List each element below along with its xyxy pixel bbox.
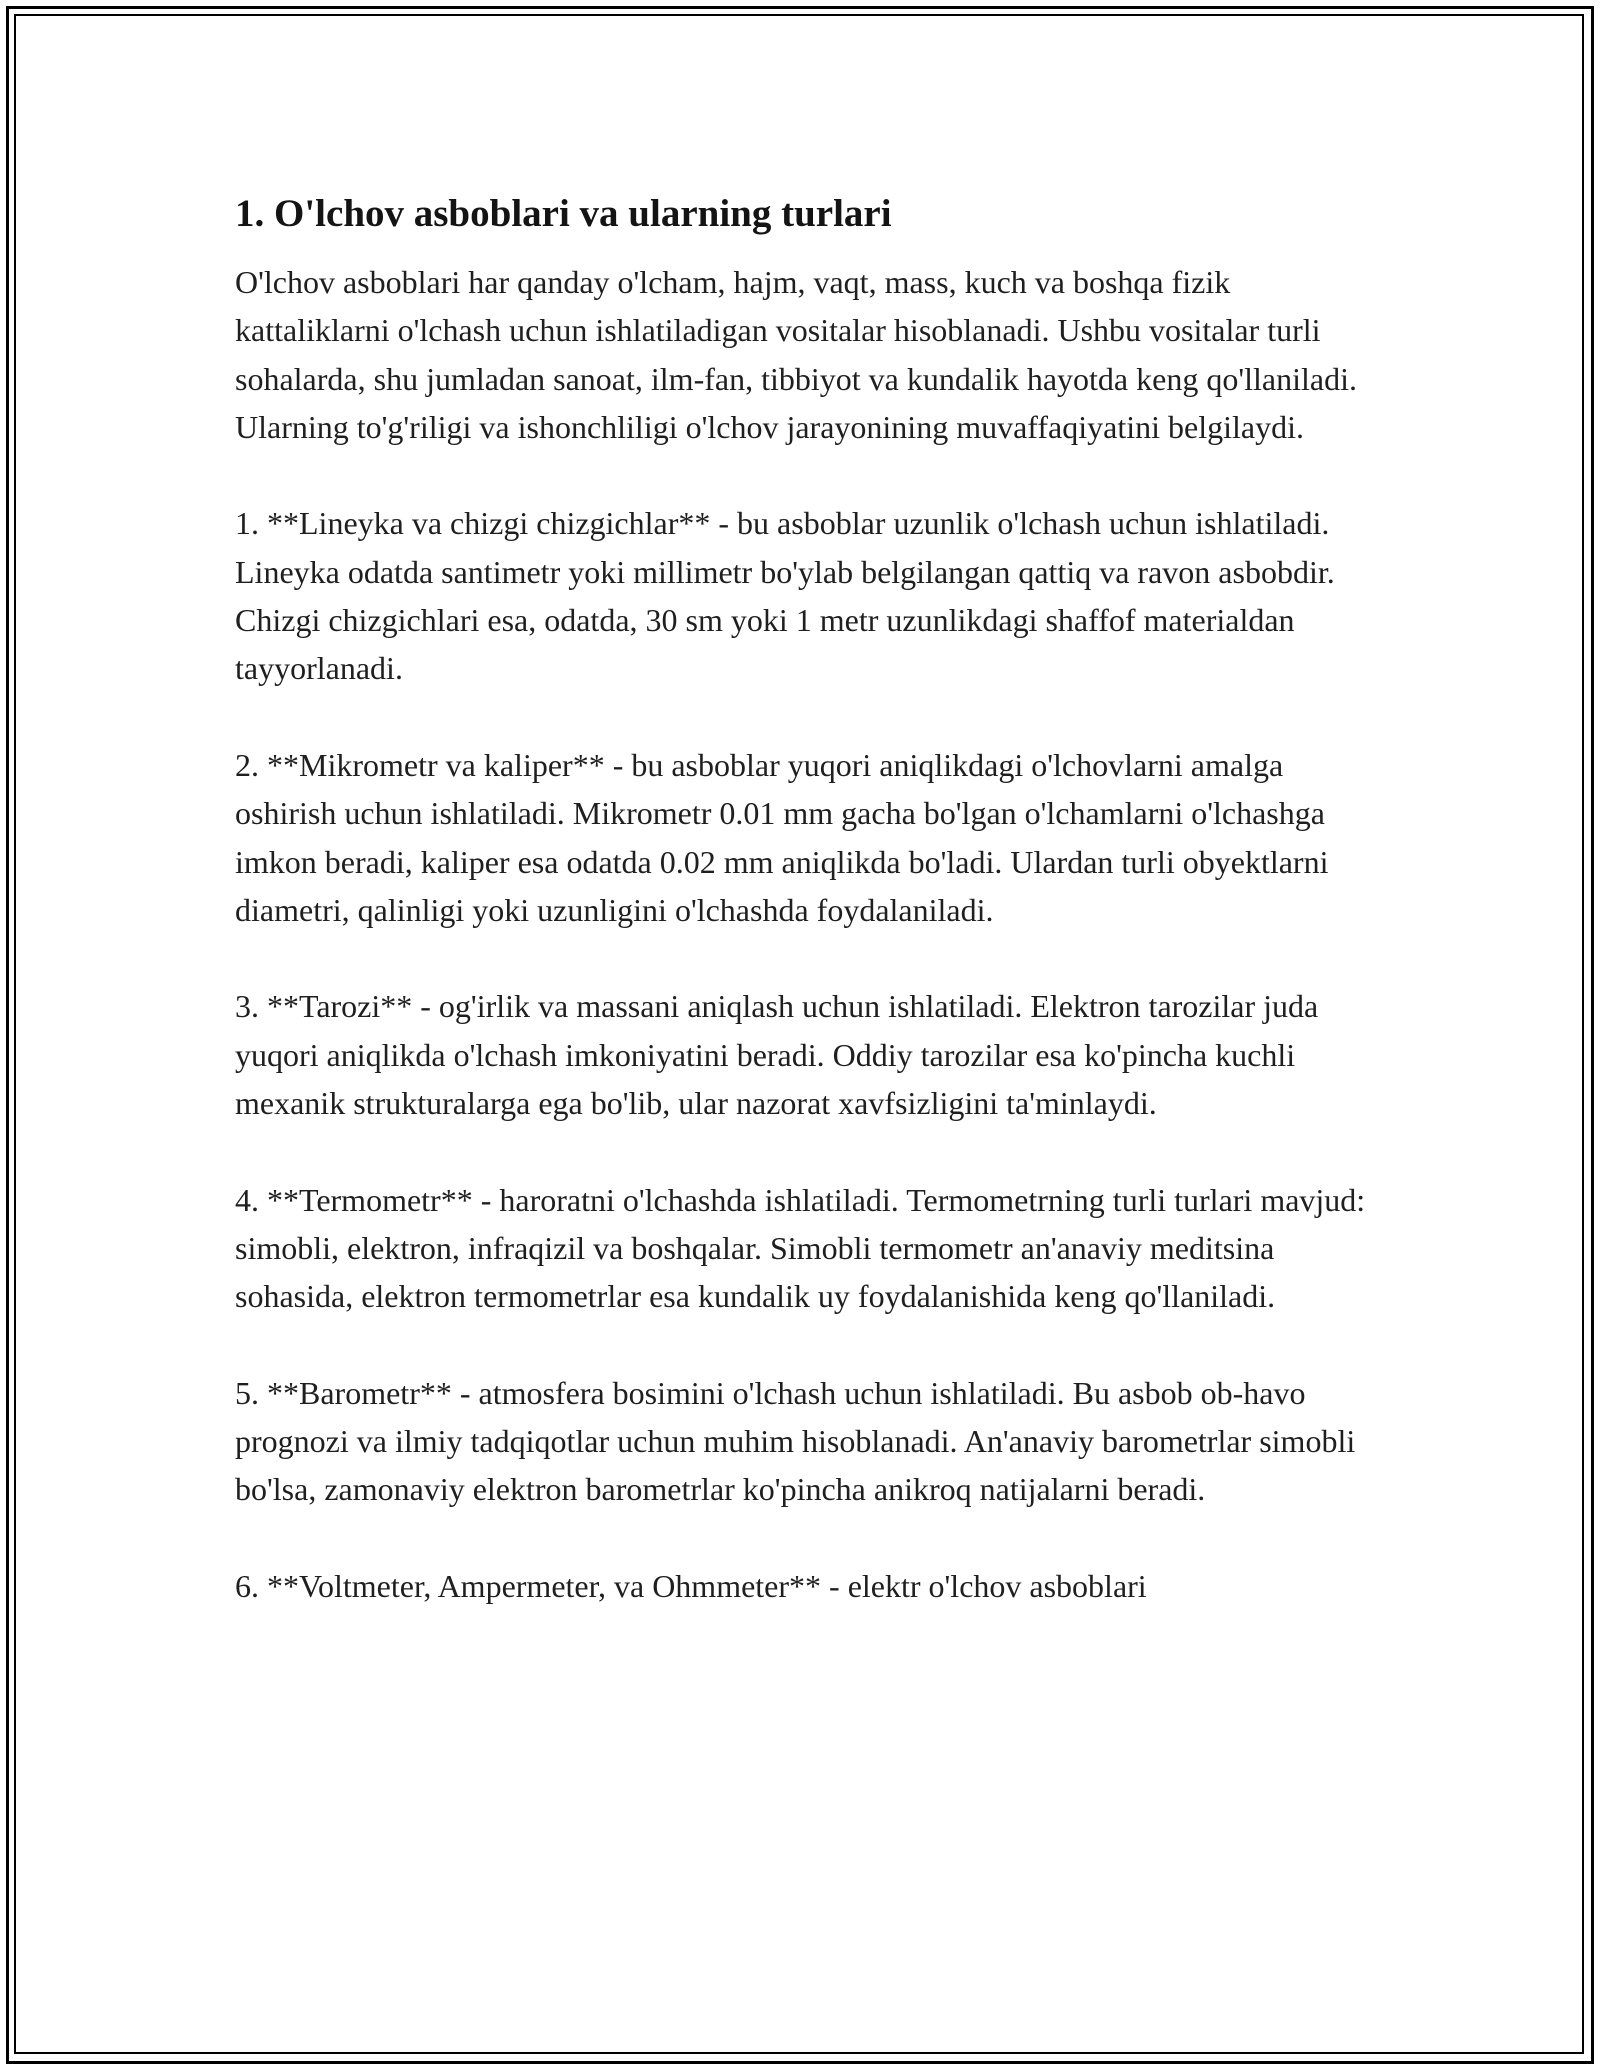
list-item-tarozi: 3. **Tarozi** - og'irlik va massani aniqlash uchun ishlatiladi. Elektron tarozilar juda yuqori aniqlikda o'lchash imkoniyatini beradi. Oddiy tarozilar esa ko'pincha kuchli mexanik strukturalarga ega bo'lib, ular nazorat xavfsizligini ta'minlaydi. — [235, 988, 1319, 1122]
list-item-lineyka: 1. **Lineyka va chizgi chizgichlar** - bu asboblar uzunlik o'lchash uchun ishlatiladi. Lineyka odatda santimetr yoki millimetr bo'ylab belgilangan qattiq va ravon asbobdir. Chizgi chizgichlari esa, odatda, 30 sm yoki 1 metr uzunlikdagi shaffof materialdan tayyorlanadi. — [235, 505, 1335, 687]
document-body — [235, 188, 1375, 1610]
list-item-barometr: 5. **Barometr** - atmosfera bosimini o'lchash uchun ishlatiladi. Bu asbob ob-havo prognozi va ilmiy tadqiqotlar uchun muhim hisoblanadi. An'anaviy barometrlar simobli bo'lsa, zamonaviy elektron barometrlar ko'pincha anikroq natijalarni beradi. — [235, 1374, 1356, 1508]
intro-paragraph: O'lchov asboblari har qanday o'lcham, hajm, vaqt, mass, kuch va boshqa fizik kattaliklarni o'lchash uchun ishlatiladigan vositalar hisoblanadi. Ushbu vositalar turli sohalarda, shu jumladan sanoat, ilm-fan, tibbiyot va kundalik hayotda keng qo'llaniladi. Ularning to'g'riligi va ishonchliligi o'lchov jarayonining muvaffaqiyatini belgilaydi. — [235, 264, 1357, 445]
list-item-termometr: 4. **Termometr** - haroratni o'lchashda ishlatiladi. Termometrning turli turlari mavjud: simobli, elektron, infraqizil va boshqalar. Simobli termometr an'anaviy meditsina sohasida, elektron termometrlar esa kundalik uy foydalanishida keng qo'llaniladi. — [235, 1181, 1366, 1315]
list-item-mikrometr: 2. **Mikrometr va kaliper** - bu asboblar yuqori aniqlikdagi o'lchovlarni amalga oshirish uchun ishlatiladi. Mikrometr 0.01 mm gacha bo'lgan o'lchamlarni o'lchashga imkon beradi, kaliper esa odatda 0.02 mm aniqlikda bo'ladi. Ulardan turli obyektlarni diametri, qalinligi yoki uzunligini o'lchashda foydalaniladi. — [235, 746, 1329, 928]
section-heading: 1. O'lchov asboblari va ularning turlari — [235, 192, 892, 235]
list-item-voltmeter: 6. **Voltmeter, Ampermeter, va Ohmmeter** - elektr o'lchov asboblari — [235, 1568, 1147, 1605]
